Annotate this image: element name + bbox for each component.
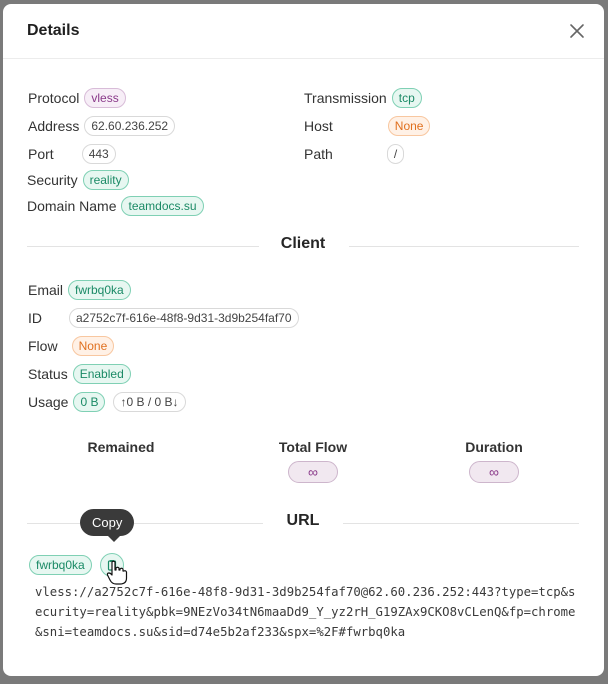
usage-label: Usage [28,394,69,410]
protocol-label: Protocol [28,90,80,106]
client-heading: Client [269,235,337,252]
protocol-tag: vless [84,88,125,108]
usage-row [28,391,186,413]
share-url[interactable]: vless://a2752c7f-616e-48f8-9d31-3d9b254faf70@62.60.236.252:443?type=tcp&security=reality&pbk=9NEzVo34tN6maaDd9_Y_yz2rH_G19ZAx9CKO8vCLenQ&fp=chrome&sni=teamdocs.su&sid=d74e5b2af233&spx=%2F#fwrbq0ka [35,585,576,639]
email-row [28,279,131,301]
url-tag-row [29,554,92,576]
host-row [304,115,430,137]
security-row [27,169,129,191]
transmission-row [304,87,422,109]
total-flow-label: Total Flow [278,439,348,455]
status-row [28,363,131,385]
copy-tooltip: Copy [80,509,134,536]
host-tag: None [388,116,431,136]
port-row [28,143,116,165]
security-tag: reality [83,170,129,190]
flow-row [28,335,114,357]
total-flow-value: ∞ [288,461,338,483]
protocol-row [28,87,126,109]
details-modal [3,4,604,676]
url-client-tag: fwrbq0ka [29,555,92,575]
client-divider [27,235,579,257]
domain-tag: teamdocs.su [121,196,203,216]
port-tag: 443 [82,144,116,164]
status-label: Status [28,366,68,382]
usage-tag: 0 B [73,392,105,412]
address-tag: 62.60.236.252 [84,116,175,136]
transmission-tag: tcp [392,88,422,108]
email-label: Email [28,282,64,298]
host-label: Host [304,118,333,134]
security-label: Security [27,172,78,188]
close-icon [568,22,586,40]
duration-value: ∞ [469,461,519,483]
duration-label: Duration [465,439,523,455]
path-row [304,143,404,165]
url-heading: URL [275,512,332,529]
id-row [28,307,299,329]
remained-label: Remained [87,439,155,455]
modal-header [3,4,604,59]
flow-tag: None [72,336,115,356]
id-tag: a2752c7f-616e-48f8-9d31-3d9b254faf70 [69,308,299,328]
id-label: ID [28,310,42,326]
address-row [28,115,175,137]
path-tag: / [387,144,404,164]
email-tag: fwrbq0ka [68,280,131,300]
path-label: Path [304,146,333,162]
status-tag: Enabled [73,364,131,384]
traffic-tag: ↑0 B / 0 B↓ [113,392,185,412]
flow-label: Flow [28,338,58,354]
port-label: Port [28,146,54,162]
address-label: Address [28,118,80,134]
transmission-label: Transmission [304,90,387,106]
modal-title: Details [27,22,80,39]
close-button[interactable] [568,22,586,40]
domain-label: Domain Name [27,198,117,214]
domain-row [27,195,204,217]
